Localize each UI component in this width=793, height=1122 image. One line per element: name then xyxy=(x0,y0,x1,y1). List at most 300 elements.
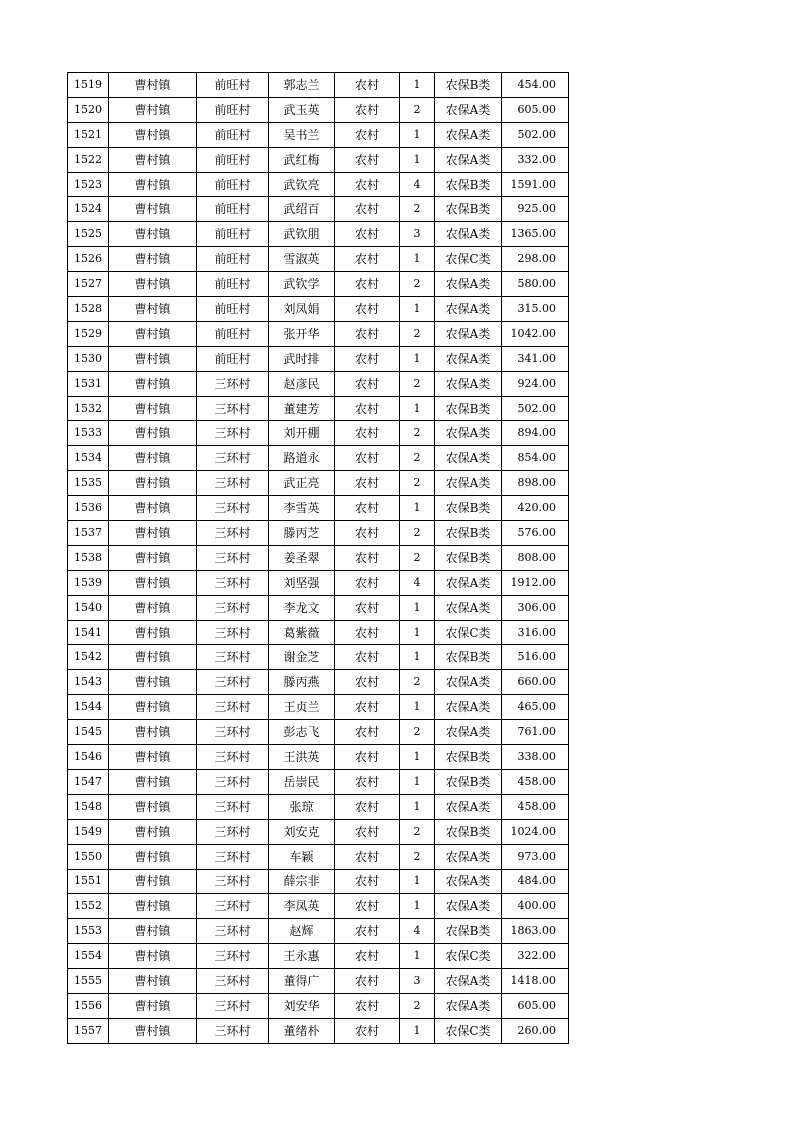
person-count-cell: 1 xyxy=(400,396,435,421)
table-row xyxy=(68,122,569,147)
name-cell: 王永惠 xyxy=(269,944,335,969)
town-cell: 曹村镇 xyxy=(109,819,197,844)
household-type-cell: 农村 xyxy=(335,745,400,770)
name-cell: 滕丙芝 xyxy=(269,521,335,546)
name-cell: 武钦朋 xyxy=(269,222,335,247)
household-type-cell: 农村 xyxy=(335,944,400,969)
town-cell: 曹村镇 xyxy=(109,521,197,546)
row-number-cell: 1534 xyxy=(68,446,109,471)
village-cell: 三环村 xyxy=(197,645,269,670)
person-count-cell: 1 xyxy=(400,944,435,969)
town-cell: 曹村镇 xyxy=(109,197,197,222)
village-cell: 三环村 xyxy=(197,969,269,994)
person-count-cell: 2 xyxy=(400,720,435,745)
row-number-cell: 1539 xyxy=(68,570,109,595)
person-count-cell: 1 xyxy=(400,297,435,322)
row-number-cell: 1520 xyxy=(68,97,109,122)
person-count-cell: 4 xyxy=(400,919,435,944)
town-cell: 曹村镇 xyxy=(109,73,197,98)
table-row xyxy=(68,894,569,919)
table-row xyxy=(68,147,569,172)
amount-cell: 341.00 xyxy=(502,346,569,371)
village-cell: 前旺村 xyxy=(197,321,269,346)
town-cell: 曹村镇 xyxy=(109,346,197,371)
town-cell: 曹村镇 xyxy=(109,172,197,197)
insurance-category-cell: 农保C类 xyxy=(435,247,502,272)
table-row xyxy=(68,421,569,446)
amount-cell: 315.00 xyxy=(502,297,569,322)
row-number-cell: 1524 xyxy=(68,197,109,222)
table-row xyxy=(68,993,569,1018)
household-type-cell: 农村 xyxy=(335,769,400,794)
insurance-category-cell: 农保A类 xyxy=(435,421,502,446)
insurance-category-cell: 农保B类 xyxy=(435,545,502,570)
person-count-cell: 1 xyxy=(400,73,435,98)
person-count-cell: 3 xyxy=(400,969,435,994)
amount-cell: 660.00 xyxy=(502,670,569,695)
town-cell: 曹村镇 xyxy=(109,720,197,745)
row-number-cell: 1550 xyxy=(68,844,109,869)
name-cell: 武钦学 xyxy=(269,272,335,297)
table-row xyxy=(68,496,569,521)
name-cell: 武红梅 xyxy=(269,147,335,172)
row-number-cell: 1522 xyxy=(68,147,109,172)
table-row xyxy=(68,620,569,645)
row-number-cell: 1546 xyxy=(68,745,109,770)
table-row xyxy=(68,769,569,794)
table-row xyxy=(68,346,569,371)
row-number-cell: 1533 xyxy=(68,421,109,446)
table-row xyxy=(68,919,569,944)
household-type-cell: 农村 xyxy=(335,545,400,570)
amount-cell: 458.00 xyxy=(502,769,569,794)
village-cell: 三环村 xyxy=(197,670,269,695)
household-type-cell: 农村 xyxy=(335,73,400,98)
name-cell: 谢金芝 xyxy=(269,645,335,670)
town-cell: 曹村镇 xyxy=(109,595,197,620)
insurance-category-cell: 农保C类 xyxy=(435,1018,502,1043)
row-number-cell: 1536 xyxy=(68,496,109,521)
amount-cell: 298.00 xyxy=(502,247,569,272)
amount-cell: 605.00 xyxy=(502,97,569,122)
insurance-category-cell: 农保A类 xyxy=(435,122,502,147)
table-row xyxy=(68,720,569,745)
insurance-category-cell: 农保B类 xyxy=(435,172,502,197)
table-row xyxy=(68,321,569,346)
household-type-cell: 农村 xyxy=(335,197,400,222)
table-row xyxy=(68,969,569,994)
table-row xyxy=(68,396,569,421)
household-type-cell: 农村 xyxy=(335,272,400,297)
amount-cell: 1042.00 xyxy=(502,321,569,346)
town-cell: 曹村镇 xyxy=(109,620,197,645)
person-count-cell: 2 xyxy=(400,819,435,844)
village-cell: 三环村 xyxy=(197,894,269,919)
name-cell: 李凤英 xyxy=(269,894,335,919)
village-cell: 三环村 xyxy=(197,595,269,620)
name-cell: 王贞兰 xyxy=(269,695,335,720)
name-cell: 李龙文 xyxy=(269,595,335,620)
person-count-cell: 1 xyxy=(400,869,435,894)
village-cell: 前旺村 xyxy=(197,147,269,172)
town-cell: 曹村镇 xyxy=(109,695,197,720)
village-cell: 前旺村 xyxy=(197,73,269,98)
village-cell: 前旺村 xyxy=(197,272,269,297)
row-number-cell: 1521 xyxy=(68,122,109,147)
household-type-cell: 农村 xyxy=(335,321,400,346)
amount-cell: 924.00 xyxy=(502,371,569,396)
town-cell: 曹村镇 xyxy=(109,147,197,172)
household-type-cell: 农村 xyxy=(335,471,400,496)
table-row xyxy=(68,222,569,247)
person-count-cell: 1 xyxy=(400,147,435,172)
person-count-cell: 2 xyxy=(400,993,435,1018)
village-cell: 三环村 xyxy=(197,521,269,546)
household-type-cell: 农村 xyxy=(335,371,400,396)
household-type-cell: 农村 xyxy=(335,446,400,471)
amount-cell: 1024.00 xyxy=(502,819,569,844)
row-number-cell: 1530 xyxy=(68,346,109,371)
table-row xyxy=(68,695,569,720)
name-cell: 姜圣翠 xyxy=(269,545,335,570)
town-cell: 曹村镇 xyxy=(109,446,197,471)
person-count-cell: 1 xyxy=(400,595,435,620)
household-type-cell: 农村 xyxy=(335,919,400,944)
insurance-category-cell: 农保A类 xyxy=(435,993,502,1018)
village-cell: 三环村 xyxy=(197,496,269,521)
insurance-category-cell: 农保B类 xyxy=(435,819,502,844)
household-type-cell: 农村 xyxy=(335,396,400,421)
village-cell: 前旺村 xyxy=(197,172,269,197)
insurance-category-cell: 农保A类 xyxy=(435,297,502,322)
household-type-cell: 农村 xyxy=(335,521,400,546)
amount-cell: 465.00 xyxy=(502,695,569,720)
town-cell: 曹村镇 xyxy=(109,421,197,446)
village-cell: 前旺村 xyxy=(197,346,269,371)
name-cell: 赵辉 xyxy=(269,919,335,944)
village-cell: 前旺村 xyxy=(197,97,269,122)
amount-cell: 580.00 xyxy=(502,272,569,297)
person-count-cell: 2 xyxy=(400,545,435,570)
town-cell: 曹村镇 xyxy=(109,570,197,595)
amount-cell: 316.00 xyxy=(502,620,569,645)
name-cell: 路道永 xyxy=(269,446,335,471)
row-number-cell: 1531 xyxy=(68,371,109,396)
village-cell: 三环村 xyxy=(197,396,269,421)
table-row xyxy=(68,272,569,297)
amount-cell: 894.00 xyxy=(502,421,569,446)
household-type-cell: 农村 xyxy=(335,1018,400,1043)
name-cell: 吴书兰 xyxy=(269,122,335,147)
household-type-cell: 农村 xyxy=(335,819,400,844)
table-row xyxy=(68,944,569,969)
town-cell: 曹村镇 xyxy=(109,844,197,869)
name-cell: 张开华 xyxy=(269,321,335,346)
row-number-cell: 1528 xyxy=(68,297,109,322)
insurance-category-cell: 农保A类 xyxy=(435,720,502,745)
person-count-cell: 4 xyxy=(400,172,435,197)
person-count-cell: 3 xyxy=(400,222,435,247)
table-row xyxy=(68,471,569,496)
village-cell: 三环村 xyxy=(197,371,269,396)
insurance-category-cell: 农保A类 xyxy=(435,471,502,496)
person-count-cell: 1 xyxy=(400,645,435,670)
household-type-cell: 农村 xyxy=(335,172,400,197)
row-number-cell: 1526 xyxy=(68,247,109,272)
name-cell: 刘凤娟 xyxy=(269,297,335,322)
town-cell: 曹村镇 xyxy=(109,645,197,670)
person-count-cell: 2 xyxy=(400,97,435,122)
name-cell: 车颖 xyxy=(269,844,335,869)
row-number-cell: 1553 xyxy=(68,919,109,944)
row-number-cell: 1523 xyxy=(68,172,109,197)
name-cell: 武正亮 xyxy=(269,471,335,496)
insurance-category-cell: 农保A类 xyxy=(435,894,502,919)
household-type-cell: 农村 xyxy=(335,695,400,720)
insurance-category-cell: 农保A类 xyxy=(435,844,502,869)
row-number-cell: 1549 xyxy=(68,819,109,844)
village-cell: 前旺村 xyxy=(197,222,269,247)
name-cell: 武钦亮 xyxy=(269,172,335,197)
name-cell: 彭志飞 xyxy=(269,720,335,745)
person-count-cell: 2 xyxy=(400,197,435,222)
amount-cell: 1365.00 xyxy=(502,222,569,247)
person-count-cell: 2 xyxy=(400,421,435,446)
town-cell: 曹村镇 xyxy=(109,222,197,247)
person-count-cell: 1 xyxy=(400,620,435,645)
person-count-cell: 1 xyxy=(400,122,435,147)
name-cell: 刘坚强 xyxy=(269,570,335,595)
row-number-cell: 1552 xyxy=(68,894,109,919)
amount-cell: 576.00 xyxy=(502,521,569,546)
household-type-cell: 农村 xyxy=(335,421,400,446)
town-cell: 曹村镇 xyxy=(109,670,197,695)
village-cell: 三环村 xyxy=(197,545,269,570)
town-cell: 曹村镇 xyxy=(109,869,197,894)
name-cell: 赵彦民 xyxy=(269,371,335,396)
name-cell: 刘安华 xyxy=(269,993,335,1018)
data-table xyxy=(67,72,569,1044)
row-number-cell: 1540 xyxy=(68,595,109,620)
town-cell: 曹村镇 xyxy=(109,894,197,919)
table-row xyxy=(68,570,569,595)
amount-cell: 854.00 xyxy=(502,446,569,471)
person-count-cell: 2 xyxy=(400,272,435,297)
person-count-cell: 1 xyxy=(400,769,435,794)
village-cell: 前旺村 xyxy=(197,122,269,147)
household-type-cell: 农村 xyxy=(335,645,400,670)
town-cell: 曹村镇 xyxy=(109,769,197,794)
table-row xyxy=(68,247,569,272)
village-cell: 三环村 xyxy=(197,720,269,745)
village-cell: 三环村 xyxy=(197,794,269,819)
village-cell: 三环村 xyxy=(197,844,269,869)
table-row xyxy=(68,172,569,197)
village-cell: 三环村 xyxy=(197,695,269,720)
amount-cell: 322.00 xyxy=(502,944,569,969)
amount-cell: 1418.00 xyxy=(502,969,569,994)
row-number-cell: 1542 xyxy=(68,645,109,670)
person-count-cell: 2 xyxy=(400,371,435,396)
insurance-category-cell: 农保B类 xyxy=(435,769,502,794)
village-cell: 三环村 xyxy=(197,745,269,770)
person-count-cell: 1 xyxy=(400,346,435,371)
name-cell: 董绪朴 xyxy=(269,1018,335,1043)
village-cell: 三环村 xyxy=(197,446,269,471)
name-cell: 刘安克 xyxy=(269,819,335,844)
table-row xyxy=(68,794,569,819)
amount-cell: 306.00 xyxy=(502,595,569,620)
village-cell: 三环村 xyxy=(197,769,269,794)
amount-cell: 973.00 xyxy=(502,844,569,869)
village-cell: 三环村 xyxy=(197,993,269,1018)
name-cell: 张琼 xyxy=(269,794,335,819)
insurance-category-cell: 农保A类 xyxy=(435,97,502,122)
row-number-cell: 1544 xyxy=(68,695,109,720)
name-cell: 葛紫薇 xyxy=(269,620,335,645)
insurance-category-cell: 农保B类 xyxy=(435,396,502,421)
village-cell: 三环村 xyxy=(197,944,269,969)
town-cell: 曹村镇 xyxy=(109,97,197,122)
town-cell: 曹村镇 xyxy=(109,371,197,396)
village-cell: 前旺村 xyxy=(197,247,269,272)
amount-cell: 1912.00 xyxy=(502,570,569,595)
amount-cell: 502.00 xyxy=(502,396,569,421)
town-cell: 曹村镇 xyxy=(109,297,197,322)
insurance-category-cell: 农保A类 xyxy=(435,670,502,695)
table-row xyxy=(68,595,569,620)
row-number-cell: 1538 xyxy=(68,545,109,570)
household-type-cell: 农村 xyxy=(335,222,400,247)
person-count-cell: 2 xyxy=(400,321,435,346)
person-count-cell: 2 xyxy=(400,446,435,471)
household-type-cell: 农村 xyxy=(335,894,400,919)
table-row xyxy=(68,297,569,322)
amount-cell: 260.00 xyxy=(502,1018,569,1043)
town-cell: 曹村镇 xyxy=(109,993,197,1018)
name-cell: 董建芳 xyxy=(269,396,335,421)
amount-cell: 1591.00 xyxy=(502,172,569,197)
row-number-cell: 1557 xyxy=(68,1018,109,1043)
amount-cell: 605.00 xyxy=(502,993,569,1018)
town-cell: 曹村镇 xyxy=(109,122,197,147)
person-count-cell: 1 xyxy=(400,894,435,919)
village-cell: 三环村 xyxy=(197,869,269,894)
insurance-category-cell: 农保A类 xyxy=(435,272,502,297)
table-row xyxy=(68,446,569,471)
table-row xyxy=(68,545,569,570)
amount-cell: 808.00 xyxy=(502,545,569,570)
person-count-cell: 2 xyxy=(400,670,435,695)
insurance-category-cell: 农保B类 xyxy=(435,745,502,770)
table-row xyxy=(68,745,569,770)
amount-cell: 338.00 xyxy=(502,745,569,770)
person-count-cell: 1 xyxy=(400,496,435,521)
amount-cell: 332.00 xyxy=(502,147,569,172)
household-type-cell: 农村 xyxy=(335,97,400,122)
insurance-category-cell: 农保A类 xyxy=(435,695,502,720)
table-row xyxy=(68,844,569,869)
insurance-category-cell: 农保C类 xyxy=(435,944,502,969)
insurance-category-cell: 农保B类 xyxy=(435,645,502,670)
name-cell: 武时排 xyxy=(269,346,335,371)
village-cell: 前旺村 xyxy=(197,297,269,322)
table-row xyxy=(68,521,569,546)
table-row xyxy=(68,819,569,844)
town-cell: 曹村镇 xyxy=(109,969,197,994)
town-cell: 曹村镇 xyxy=(109,794,197,819)
insurance-category-cell: 农保A类 xyxy=(435,222,502,247)
table-body xyxy=(68,73,569,1044)
insurance-category-cell: 农保A类 xyxy=(435,321,502,346)
row-number-cell: 1535 xyxy=(68,471,109,496)
village-cell: 三环村 xyxy=(197,421,269,446)
town-cell: 曹村镇 xyxy=(109,745,197,770)
row-number-cell: 1532 xyxy=(68,396,109,421)
household-type-cell: 农村 xyxy=(335,969,400,994)
household-type-cell: 农村 xyxy=(335,297,400,322)
amount-cell: 484.00 xyxy=(502,869,569,894)
amount-cell: 516.00 xyxy=(502,645,569,670)
name-cell: 郭志兰 xyxy=(269,73,335,98)
amount-cell: 502.00 xyxy=(502,122,569,147)
village-cell: 前旺村 xyxy=(197,197,269,222)
household-type-cell: 农村 xyxy=(335,993,400,1018)
insurance-category-cell: 农保A类 xyxy=(435,346,502,371)
row-number-cell: 1525 xyxy=(68,222,109,247)
person-count-cell: 2 xyxy=(400,471,435,496)
name-cell: 刘开棚 xyxy=(269,421,335,446)
town-cell: 曹村镇 xyxy=(109,471,197,496)
table-row xyxy=(68,1018,569,1043)
insurance-category-cell: 农保A类 xyxy=(435,869,502,894)
household-type-cell: 农村 xyxy=(335,869,400,894)
household-type-cell: 农村 xyxy=(335,844,400,869)
person-count-cell: 1 xyxy=(400,695,435,720)
insurance-category-cell: 农保B类 xyxy=(435,496,502,521)
name-cell: 董得广 xyxy=(269,969,335,994)
person-count-cell: 2 xyxy=(400,521,435,546)
household-type-cell: 农村 xyxy=(335,570,400,595)
table-row xyxy=(68,645,569,670)
name-cell: 王洪英 xyxy=(269,745,335,770)
insurance-category-cell: 农保A类 xyxy=(435,595,502,620)
village-cell: 三环村 xyxy=(197,620,269,645)
household-type-cell: 农村 xyxy=(335,794,400,819)
town-cell: 曹村镇 xyxy=(109,321,197,346)
insurance-category-cell: 农保A类 xyxy=(435,147,502,172)
household-type-cell: 农村 xyxy=(335,620,400,645)
household-type-cell: 农村 xyxy=(335,122,400,147)
household-type-cell: 农村 xyxy=(335,595,400,620)
row-number-cell: 1541 xyxy=(68,620,109,645)
row-number-cell: 1543 xyxy=(68,670,109,695)
amount-cell: 454.00 xyxy=(502,73,569,98)
row-number-cell: 1537 xyxy=(68,521,109,546)
household-type-cell: 农村 xyxy=(335,670,400,695)
amount-cell: 400.00 xyxy=(502,894,569,919)
town-cell: 曹村镇 xyxy=(109,1018,197,1043)
town-cell: 曹村镇 xyxy=(109,545,197,570)
village-cell: 三环村 xyxy=(197,1018,269,1043)
insurance-category-cell: 农保B类 xyxy=(435,197,502,222)
town-cell: 曹村镇 xyxy=(109,272,197,297)
insurance-category-cell: 农保B类 xyxy=(435,919,502,944)
amount-cell: 1863.00 xyxy=(502,919,569,944)
table-row xyxy=(68,197,569,222)
insurance-category-cell: 农保A类 xyxy=(435,794,502,819)
insurance-category-cell: 农保C类 xyxy=(435,620,502,645)
